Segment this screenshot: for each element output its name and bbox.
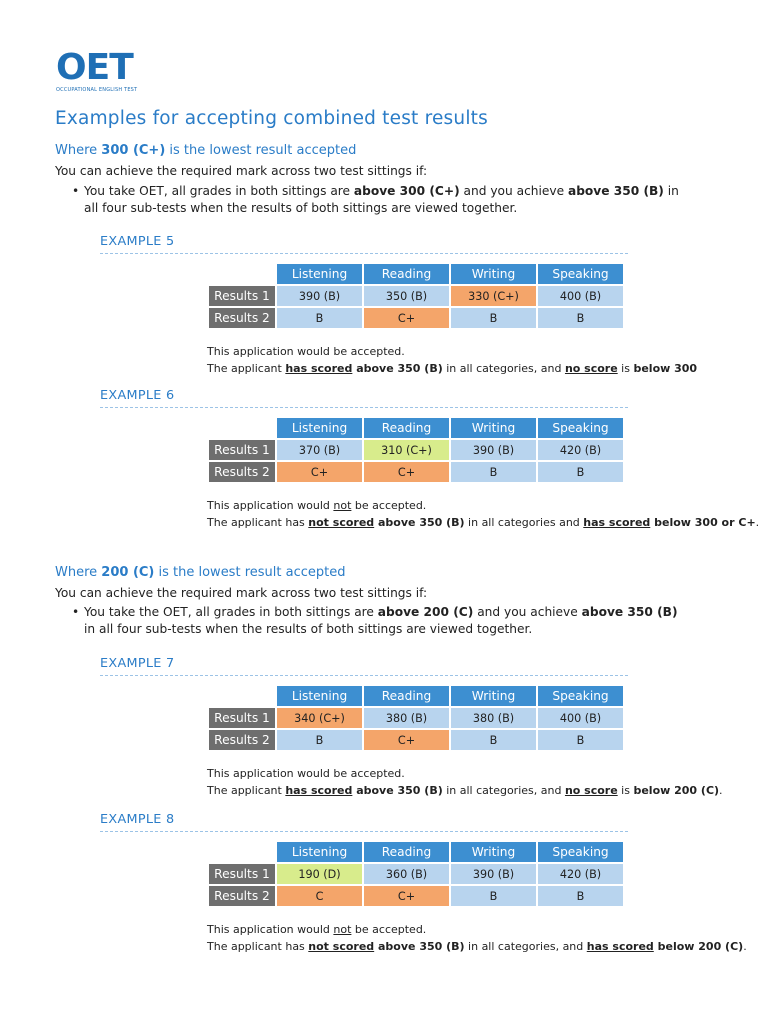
bullet-bold: above 300 (C+) [353,184,460,198]
explanation-segment: . [755,516,760,529]
score-cell: 400 (B) [538,286,623,306]
column-header: Writing [451,264,536,284]
score-cell: 400 (B) [538,708,623,728]
verdict-emphasis: not [333,923,352,936]
score-cell: C+ [277,462,362,482]
table-row [209,708,623,728]
verdict-text: This application would [207,923,334,936]
column-header: Listening [277,842,362,862]
score-cell: 390 (B) [451,864,536,884]
table-row [209,308,623,328]
explanation-segment: The applicant has [207,940,309,953]
example-explanation [207,938,747,955]
column-header: Listening [277,264,362,284]
verdict-text: This application would be accepted. [207,345,405,358]
score-cell: B [538,886,623,906]
explanation-segment: is [617,784,634,797]
column-header: Writing [451,418,536,438]
table-row [209,462,623,482]
score-cell: B [451,308,536,328]
example-divider [100,831,628,832]
bullet-text: You take the OET, all grades in both sittings are [84,605,378,619]
section2-heading-post: is the lowest result accepted [154,565,346,580]
verdict-text: This application would [207,499,334,512]
table-corner [209,842,275,862]
score-cell: 370 (B) [277,440,362,460]
explanation-segment: has scored [586,940,654,953]
column-header: Writing [451,686,536,706]
explanation-segment: below 300 [633,362,698,375]
example-label: EXAMPLE 7 [100,656,175,671]
explanation-segment: in all categories, and [442,362,565,375]
score-cell: 390 (B) [451,440,536,460]
table-row [209,730,623,750]
column-header: Writing [451,842,536,862]
score-cell: C [277,886,362,906]
example-label: EXAMPLE 8 [100,812,175,827]
column-header: Speaking [538,418,623,438]
explanation-segment: no score [564,362,618,375]
table-row [209,440,623,460]
score-cell: 380 (B) [364,708,449,728]
score-cell: 420 (B) [538,440,623,460]
explanation-segment: in all categories, and [464,940,587,953]
example-divider [100,407,628,408]
score-cell: B [451,886,536,906]
verdict-emphasis: not [333,499,352,512]
row-label: Results 2 [209,730,275,750]
explanation-segment: . [743,940,747,953]
section2-heading [55,565,345,580]
example-explanation [207,782,723,799]
explanation-segment: above 350 (B) [374,940,465,953]
example-verdict [207,921,426,938]
explanation-segment: no score [564,784,618,797]
explanation-segment: not scored [308,940,375,953]
verdict-text: This application would be accepted. [207,767,405,780]
score-cell: 420 (B) [538,864,623,884]
explanation-segment: . [719,784,723,797]
section1-heading [55,143,356,158]
table-header-row [209,686,623,706]
results-table [207,262,625,330]
row-label: Results 2 [209,462,275,482]
score-cell: B [538,308,623,328]
explanation-segment: has scored [285,784,353,797]
table-corner [209,264,275,284]
results-table [207,684,625,752]
score-cell: 190 (D) [277,864,362,884]
column-header: Reading [364,264,449,284]
example-label: EXAMPLE 6 [100,388,175,403]
column-header: Speaking [538,264,623,284]
column-header: Reading [364,418,449,438]
verdict-text: be accepted. [351,499,427,512]
score-cell: 390 (B) [277,286,362,306]
results-table [207,840,625,908]
bullet-text: in all four sub-tests when the results of both sittings are viewed together. [84,622,533,636]
column-header: Listening [277,418,362,438]
example-divider [100,253,628,254]
score-cell: B [451,462,536,482]
row-label: Results 1 [209,864,275,884]
explanation-segment: in all categories, and [442,784,565,797]
bullet-dot: • [72,184,80,198]
row-label: Results 1 [209,440,275,460]
bullet-bold: above 350 (B) [581,605,678,619]
section2-intro: You can achieve the required mark across two test sittings if: [55,586,428,600]
section1-intro: You can achieve the required mark across two test sittings if: [55,164,428,178]
table-row [209,864,623,884]
example-label: EXAMPLE 5 [100,234,175,249]
example-verdict [207,497,426,514]
explanation-segment: has scored [583,516,651,529]
bullet-text: You take OET, all grades in both sittings are [84,184,354,198]
bullet-text: in all four sub-tests when the results of both sittings are viewed together. [84,184,679,215]
explanation-segment: not scored [308,516,375,529]
score-cell: 330 (C+) [451,286,536,306]
score-cell: 310 (C+) [364,440,449,460]
score-cell: 380 (B) [451,708,536,728]
score-cell: 360 (B) [364,864,449,884]
row-label: Results 2 [209,308,275,328]
example-explanation [207,514,759,531]
section1-bullet [72,183,692,217]
explanation-segment: below 300 or C+ [650,516,756,529]
score-cell: B [538,462,623,482]
explanation-segment: above 350 (B) [374,516,465,529]
section1-heading-bold: 300 (C+) [101,143,166,158]
example-explanation [207,360,697,377]
table-corner [209,418,275,438]
explanation-segment: The applicant has [207,516,309,529]
score-cell: C+ [364,308,449,328]
row-label: Results 1 [209,708,275,728]
score-cell: C+ [364,730,449,750]
table-corner [209,686,275,706]
logo-text: OET [56,47,133,88]
oet-logo [56,47,146,94]
verdict-text: be accepted. [351,923,427,936]
page-title: Examples for accepting combined test results [55,108,488,129]
section2-heading-pre: Where [55,565,102,580]
section1-heading-pre: Where [55,143,102,158]
example-verdict [207,765,405,782]
column-header: Listening [277,686,362,706]
score-cell: B [538,730,623,750]
results-table [207,416,625,484]
bullet-bold: above 350 (B) [567,184,664,198]
explanation-segment: above 350 (B) [352,784,443,797]
explanation-segment: in all categories and [464,516,584,529]
column-header: Speaking [538,842,623,862]
table-header-row [209,842,623,862]
explanation-segment: above 350 (B) [352,362,443,375]
table-row [209,286,623,306]
section1-heading-post: is the lowest result accepted [165,143,357,158]
bullet-bold: above 200 (C) [377,605,474,619]
score-cell: B [451,730,536,750]
column-header: Reading [364,686,449,706]
row-label: Results 1 [209,286,275,306]
score-cell: C+ [364,462,449,482]
explanation-segment: The applicant [207,362,286,375]
explanation-segment: has scored [285,362,353,375]
explanation-segment: The applicant [207,784,286,797]
score-cell: C+ [364,886,449,906]
example-divider [100,675,628,676]
table-header-row [209,264,623,284]
column-header: Reading [364,842,449,862]
example-verdict [207,343,405,360]
bullet-dot: • [72,605,80,619]
section2-bullet [72,604,692,638]
table-header-row [209,418,623,438]
score-cell: 340 (C+) [277,708,362,728]
column-header: Speaking [538,686,623,706]
explanation-segment: below 200 (C) [633,784,720,797]
bullet-text: and you achieve [473,605,582,619]
score-cell: B [277,308,362,328]
logo-subtitle: OCCUPATIONAL ENGLISH TEST [56,87,138,93]
bullet-text: and you achieve [459,184,568,198]
score-cell: 350 (B) [364,286,449,306]
score-cell: B [277,730,362,750]
table-row [209,886,623,906]
explanation-segment: below 200 (C) [653,940,744,953]
explanation-segment: is [617,362,634,375]
section2-heading-bold: 200 (C) [101,565,155,580]
row-label: Results 2 [209,886,275,906]
